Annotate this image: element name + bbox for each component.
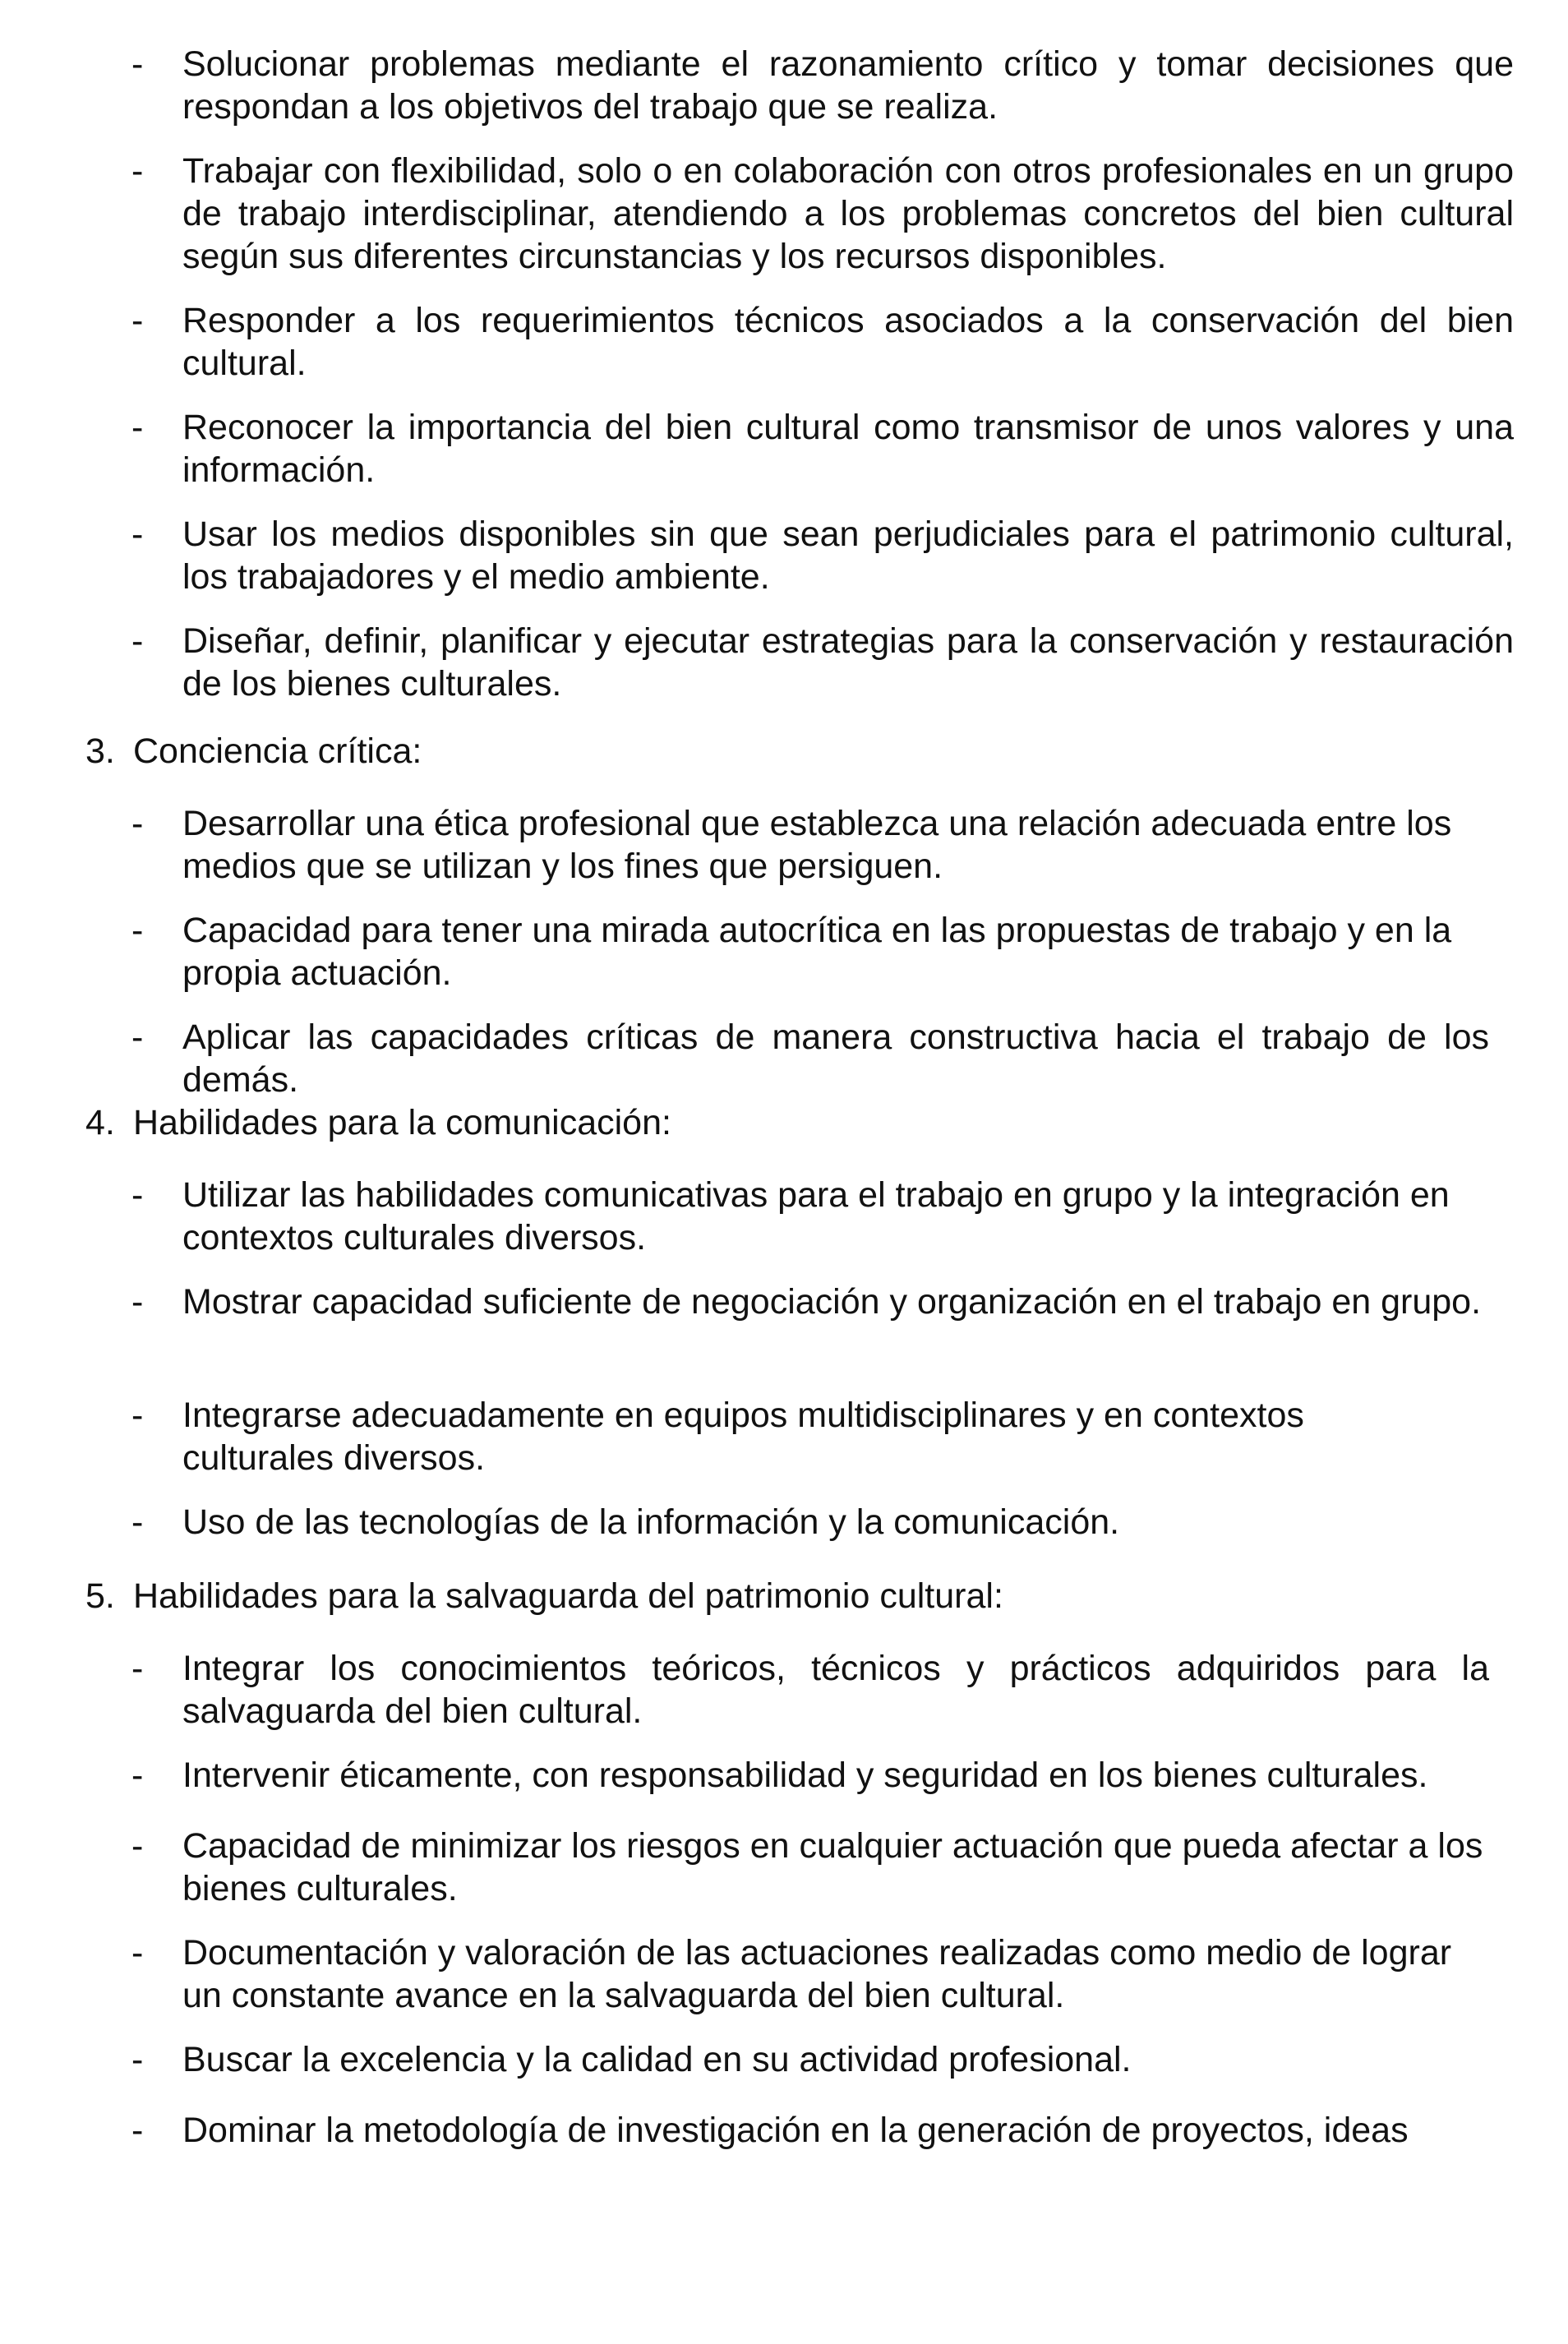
list-item-text: Documentación y valoración de las actuaciones realizadas como medio de lograr un constante avance en la salvaguarda del bien cultural.	[182, 1933, 1452, 2015]
list-item-text: Desarrollar una ética profesional que establezca una relación adecuada entre los medios que se utilizan y los fines que persiguen.	[182, 804, 1452, 886]
list-item	[0, 1394, 1568, 1479]
list-item-text: Uso de las tecnologías de la información y la comunicación.	[182, 1502, 1120, 1542]
list-item-text: Responder a los requerimientos técnicos asociados a la conservación del bien cultural.	[182, 301, 1514, 383]
dash-bullet: -	[131, 1826, 144, 1866]
list-item	[0, 2109, 1568, 2152]
dash-bullet: -	[131, 1396, 144, 1435]
section-title: Habilidades para la salvaguarda del patrimonio cultural:	[133, 1576, 1003, 1616]
list-item	[0, 299, 1568, 385]
dash-bullet: -	[131, 151, 144, 191]
list-item-text: Usar los medios disponibles sin que sean perjudiciales para el patrimonio cultural, los trabajadores y el medio ambiente.	[182, 514, 1514, 597]
dash-bullet: -	[131, 1502, 144, 1542]
list-item-text: Aplicar las capacidades críticas de manera constructiva hacia el trabajo de los demás.	[182, 1017, 1489, 1100]
list-item-text: Utilizar las habilidades comunicativas para el trabajo en grupo y la integración en contextos culturales diversos.	[182, 1175, 1450, 1257]
dash-bullet: -	[131, 1933, 144, 1973]
dash-bullet: -	[131, 804, 144, 843]
list-item	[0, 43, 1568, 128]
dash-bullet: -	[131, 2040, 144, 2079]
list-item	[0, 1174, 1568, 1259]
dash-bullet: -	[131, 1017, 144, 1057]
list-item	[0, 1647, 1568, 1733]
list-item-text: Mostrar capacidad suficiente de negociación y organización en el trabajo en grupo.	[182, 1282, 1482, 1322]
list-item-text: Solucionar problemas mediante el razonamiento crítico y tomar decisiones que respondan a los objetivos del trabajo que se realiza.	[182, 44, 1514, 127]
section-title: Habilidades para la comunicación:	[133, 1103, 671, 1142]
list-item	[0, 150, 1568, 278]
list-item	[0, 1501, 1568, 1543]
list-item	[0, 1825, 1568, 1910]
list-item	[0, 2038, 1568, 2081]
list-item	[0, 1931, 1568, 2017]
list-item-text: Integrarse adecuadamente en equipos multidisciplinares y en contextos culturales diversos.	[182, 1396, 1304, 1478]
dash-bullet: -	[131, 408, 144, 447]
list-item	[0, 1754, 1568, 1797]
section-number: 4.	[85, 1103, 115, 1142]
dash-bullet: -	[131, 44, 144, 84]
list-item-text: Buscar la excelencia y la calidad en su actividad profesional.	[182, 2040, 1132, 2079]
list-item-text: Capacidad para tener una mirada autocrítica en las propuestas de trabajo y en la propia actuación.	[182, 911, 1452, 993]
dash-bullet: -	[131, 2111, 144, 2150]
dash-bullet: -	[131, 1649, 144, 1688]
section-number: 3.	[85, 731, 115, 771]
dash-bullet: -	[131, 1282, 144, 1322]
list-item-text: Diseñar, definir, planificar y ejecutar estrategias para la conservación y restauración de los bienes culturales.	[182, 621, 1514, 704]
list-item	[0, 513, 1568, 598]
list-item	[0, 1280, 1568, 1323]
dash-bullet: -	[131, 1175, 144, 1215]
list-item	[0, 909, 1568, 994]
dash-bullet: -	[131, 911, 144, 950]
list-item-text: Integrar los conocimientos teóricos, técnicos y prácticos adquiridos para la salvaguarda del bien cultural.	[182, 1649, 1489, 1731]
dash-bullet: -	[131, 514, 144, 554]
list-item	[0, 406, 1568, 491]
list-item-text: Dominar la metodología de investigación en la generación de proyectos, ideas	[182, 2111, 1409, 2150]
list-item-text: Trabajar con flexibilidad, solo o en colaboración con otros profesionales en un grupo de trabajo interdisciplinar, atendiendo a los problemas concretos del bien cultural según sus diferentes circunstancias y los recursos disponibles.	[182, 151, 1514, 276]
section-number: 5.	[85, 1576, 115, 1616]
list-item-text: Capacidad de minimizar los riesgos en cualquier actuación que pueda afectar a los bienes culturales.	[182, 1826, 1483, 1908]
list-item-text: Reconocer la importancia del bien cultural como transmisor de unos valores y una información.	[182, 408, 1514, 490]
list-item	[0, 620, 1568, 705]
section-title: Conciencia crítica:	[133, 731, 422, 771]
list-item-text: Intervenir éticamente, con responsabilidad y seguridad en los bienes culturales.	[182, 1756, 1428, 1795]
list-item	[0, 802, 1568, 888]
dash-bullet: -	[131, 621, 144, 661]
list-item	[0, 1016, 1568, 1101]
dash-bullet: -	[131, 1756, 144, 1795]
dash-bullet: -	[131, 301, 144, 340]
